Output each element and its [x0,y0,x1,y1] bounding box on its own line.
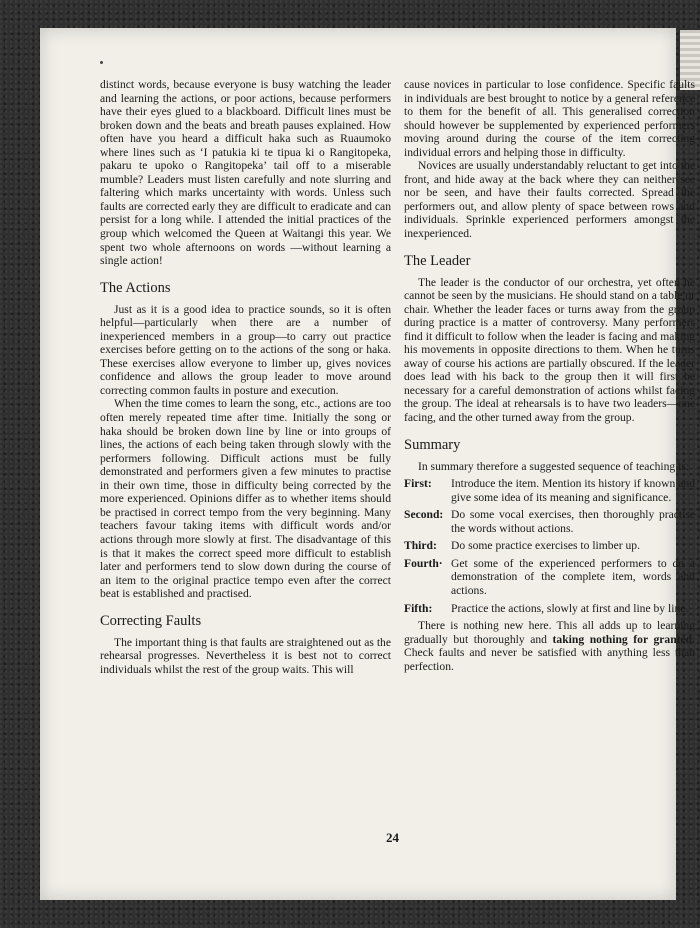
actions-paragraph-2: When the time comes to learn the song, etc., actions are too often merely repeated time after time. Initially the song or haka should be broken down line by line or into groups of lines, the actions of each being taken through slowly with the performers following. Difficult actions must be fully demonstrated and performers given a few minutes to practise in their own time, those in difficulty being corrected by the more experienced. Opinions differ as to whether items should be practised in correct tempo from the very beginning. Many teachers favour taking items with difficult words and/or actions through more slowly at first. The disadvantage of this is that it makes the correct speed more difficult to establish later and performers tend to slow down during the course of an item to the original practice tempo even after the correct beat is established and practised. [100,397,391,601]
step-item [404,539,695,553]
page-number: 24 [386,830,399,845]
step-text: Introduce the item. Mention its history if known and give some idea of its meaning and significance. [451,477,695,504]
closing-bold-phrase: taking nothing for granted. [552,632,696,646]
step-text: Get some of the experienced performers to do a demonstration of the complete item, words and actions. [451,556,695,597]
summary-heading: Summary [404,436,461,453]
faults-paragraph-2: Novices are usually understandably reluctant to get into the front, and hide away at the back where they can neither see nor be seen, and have their faults corrected. Spread the performers out, and allow plenty of space between rows and individuals. Sprinkle experienced performers amongst the inexperienced. [404,159,695,241]
left-column [100,78,391,676]
step-label: Fifth: [404,601,433,615]
step-label: Fourth· [404,556,443,570]
leader-paragraph: The leader is the conductor of our orchestra, yet often he cannot be seen by the musicians. He should stand on a table or chair. Whether the leader faces or turns away from the group during practice is a matter of controversy. Many performers find it difficult to follow when the leader is facing and making his movements in opposite directions to them. When he turns away of course his actions are partially obscured. If the leader does lead with his back to the group then it will first be necessary for a careful demonstration of actions whilst facing the group. The ideal at rehearsals is to have two leaders—one facing, and the other turned away from the group. [404,275,695,425]
step-item [404,477,695,504]
step-label: Second: [404,508,444,522]
actions-heading: The Actions [100,279,171,296]
closing-paragraph [404,619,695,673]
teaching-steps-list [404,477,695,615]
correcting-faults-heading: Correcting Faults [100,612,202,629]
step-item [404,557,695,598]
step-item [404,602,695,616]
closing-text-end: Check faults and never be satisfied with anything less than perfection. [404,646,695,673]
summary-intro: In summary therefore a suggested sequence of teaching is: [418,459,690,473]
closing-text-start: There is nothing new here. This all adds up to learning gradually but thoroughly and [404,619,695,646]
actions-paragraph-1: Just as it is a good idea to practice sounds, so it is often helpful—particularly when there are a number of inexperienced members in a group—to carry out practice exercises before getting on to the actions of the song or haka. These exercises allow everyone to limber up, gives novices confidence and allows the group leader to move around correcting common faults in posture and execution. [100,302,391,397]
leader-heading: The Leader [404,252,471,269]
right-column [404,78,695,673]
step-text: Do some practice exercises to limber up. [451,539,640,553]
step-text: Practice the actions, slowly at first and line by line. [451,601,689,615]
step-label: First: [404,477,432,491]
step-label: Third: [404,539,437,553]
intro-paragraph: distinct words, because everyone is busy watching the leader and learning the actions, or poor actions, because performers have their eyes glued to a blackboard. Difficult lines must be broken down and the beats and breath pauses explained. How often have you heard a difficult haka such as Ruaumoko where lines such as ‘I patukia ki te tipua ki o Rangitopeka, pakaru te upoko o Rangitopeka’ tail off to a miserable mumble? Leaders must listen carefully and note slurring and faltering which marks uncertainty with words. Unless such faults are corrected early they are difficult to eradicate and can persist for a long while. I attended the initial practices of the group which welcomed the Queen at Waitangi this year. We spent two whole afternoons on words —without learning a single action! [100,78,391,268]
faults-paragraph-1: The important thing is that faults are straightened out as the rehearsal progresses. Nevertheless it is best not to correct individuals whilst the rest of the group waits. This will [100,635,391,676]
step-item [404,508,695,535]
faults-paragraph-continued: cause novices in particular to lose confidence. Specific faults in individuals are best brought to notice by a general reference to them for the benefit of all. This generalised correction should however be supplemented by experienced performers moving around during the course of the item correcting individual errors and helping those in difficulty. [404,78,695,159]
step-text: Do some vocal exercises, then thoroughly practise the words without actions. [451,508,695,535]
page-speck [100,61,103,64]
